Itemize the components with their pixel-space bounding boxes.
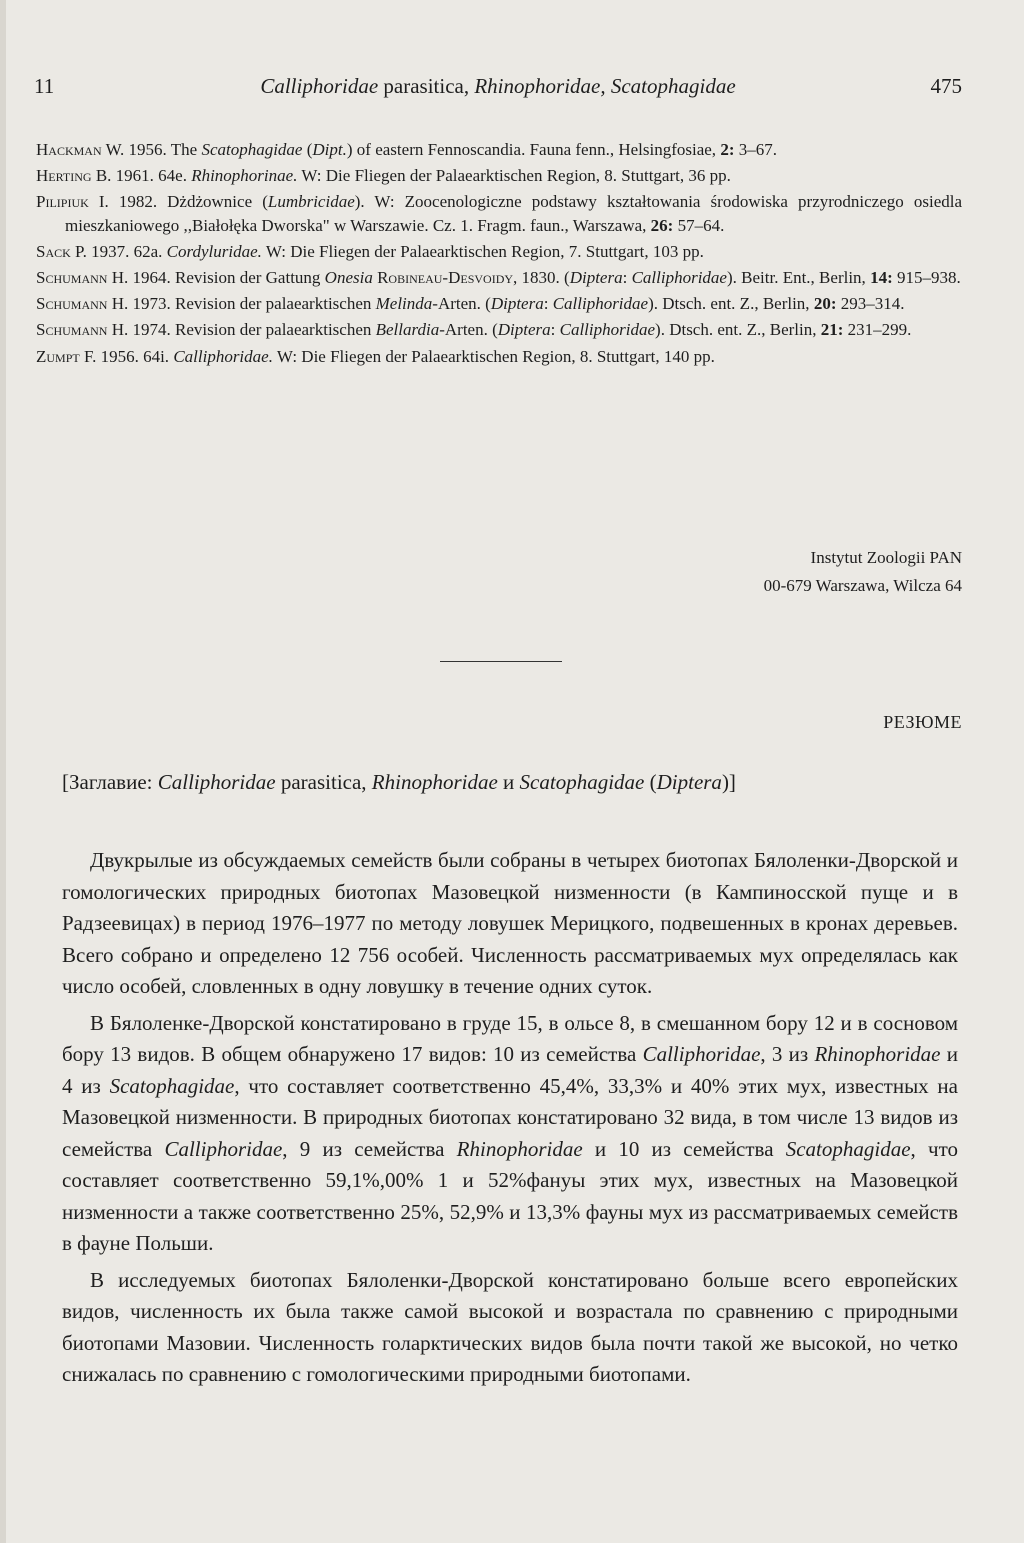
paragraph-text: , что составляет соответственно 59,1%,00% 1 и 52%фануы этих мух, известных на Мазовецкой низменности а также соответственно 25%, 52,9% и 13,3% фауны мух из рассматриваемых семейств в фауне Польши. [62,1136,958,1255]
reference-italic: Diptera [490,294,544,314]
reference-volume: 26: [650,215,674,235]
reference-text: W: Die Fliegen der Palaearktischen Region, 8. Stuttgart, 140 pp. [272,346,715,366]
reference-entry [36,318,962,341]
reference-italic: Calliphoridae [559,320,656,340]
author-address [764,544,962,600]
reference-italic: Diptera [569,268,623,288]
reference-italic: Melinda [375,294,433,314]
reference-text: 231–299. [843,320,912,340]
reference-italic: Scatophagidae [201,140,303,159]
reference-entry [36,164,962,187]
reference-text: W: Die Fliegen der Palaearktischen Region, 8. Stuttgart, 36 pp. [297,166,731,186]
reference-text: P. 1937. 62a. [70,241,167,261]
paragraph-italic: Rhinophoridae [814,1042,941,1066]
reference-text: 57–64. [673,215,725,235]
title-text: и [497,770,520,794]
reference-author: Schumann [36,320,108,340]
reference-text: ). W: Zoocenologiczne podstawy kształtowania środowiska przyrodniczego osiedla mieszkaniowego ,,Białołęka Dworska" w Warszawie. Cz. 1. Fragm. faun., Warszawa, [65,192,963,235]
reference-text: ) of eastern Fennoscandia. Fauna fenn., Helsingfosiae, [346,140,721,159]
reference-author: Schumann [36,268,108,288]
reference-italic: Dipt. [312,140,347,159]
reference-text: -Arten. ( [432,294,491,314]
reference-author: Hackman [36,140,102,159]
resume-title [62,770,962,795]
reference-text: W: Die Fliegen der Palaearktischen Region, 7. Stuttgart, 103 pp. [261,241,704,261]
resume-body [62,845,958,1396]
reference-author: Schumann [36,294,108,314]
resume-heading: РЕЗЮМЕ [883,712,962,732]
paragraph-italic: Scatophagidae [109,1073,235,1098]
page-number-right: 475 [930,74,962,98]
title-text: ( [644,770,657,794]
reference-volume: 20: [813,294,837,314]
reference-text: 3–67. [734,140,777,159]
reference-text: ). Dtsch. ent. Z., Berlin, [655,320,821,340]
reference-volume: 14: [870,268,893,288]
reference-text: W. 1956. The [101,140,202,159]
reference-entry [36,138,962,161]
reference-text: : [543,294,553,314]
reference-volume: 2: [720,140,735,159]
reference-italic: Calliphoridae [631,268,727,288]
reference-text: H. 1964. Revision der Gattung [107,268,325,288]
reference-author: Zumpt [36,346,80,366]
reference-text: 293–314. [836,294,905,314]
running-title-genus: Calliphoridae [260,74,379,98]
reference-entry [36,266,962,289]
reference-italic: Onesia [324,268,373,288]
reference-text: : [622,268,632,288]
reference-text: ). Dtsch. ent. Z., Berlin, [648,294,814,314]
paragraph-text: , 3 из [760,1042,815,1066]
reference-italic: Calliphoridae. [173,346,273,366]
paragraph-italic: Calliphoridae [164,1136,283,1161]
paragraph-text: , 9 из семейства [282,1136,457,1161]
reference-entry [36,345,962,368]
page-edge-shadow [0,0,6,1543]
resume-paragraph-3: В исследуемых биотопах Бялоленки-Дворской констатировано больше всего европейских видов, численность их была также самой высокой и возрастала по сравнению с природными биотопами Мазовии. Численность голарктических видов была почти такой же высокой, но четко снижалась по сравнению с гомологическими природными биотопами. [62,1267,958,1386]
section-divider [440,661,562,662]
reference-authority: Robineau-Desvoidy [372,268,514,288]
title-text: )] [721,770,736,794]
paragraph-text: и 10 из семейства [582,1136,786,1161]
reference-author: Sack [36,241,71,261]
reference-italic: Bellardia [375,320,440,340]
reference-author: Pilipiuk [36,192,89,212]
page-number-left: 11 [34,74,55,98]
paragraph-italic: Scatophagidae [785,1136,911,1161]
running-title-families: Rhinophoridae, Scatophagidae [474,74,736,98]
address-institution: Instytut Zoologii PAN [810,548,962,567]
reference-text: ( [302,140,313,159]
reference-entry [36,292,962,315]
paragraph-text: В Бялоленке-Дворской констатировано в груде 15, в ольсе 8, в смешанном бору 12 и в сосновом бору 13 видов. В общем обнаружено 17 видов: 10 из семейства [62,1010,958,1066]
running-title [34,74,962,99]
page-header [34,74,962,104]
reference-author: Herting [36,166,92,186]
running-title-text: parasitica, [378,74,475,98]
reference-italic: Cordyluridae. [166,241,262,261]
reference-text: -Arten. ( [439,320,498,340]
title-italic: Calliphoridae [157,770,276,794]
reference-text: : [550,320,560,340]
reference-volume: 21: [820,320,844,340]
reference-entry [36,240,962,263]
reference-text: H. 1974. Revision der palaearktischen [107,320,376,340]
reference-text: B. 1961. 64e. [91,166,192,186]
title-italic: Diptera [656,770,722,794]
references-list [36,138,962,371]
paragraph-text: , что составляет соответственно 45,4%, 33,3% и 40% этих мух, известных на Мазовецкой низменности. В природных биотопах констатировано 32 вида, в том числе 13 видов из семейства [62,1073,958,1161]
paragraph-italic: Rhinophoridae [456,1136,583,1161]
reference-entry [36,190,962,236]
reference-italic: Rhinophorinae. [191,166,298,186]
title-text: [Заглавие: [62,770,158,794]
title-italic: Scatophagidae [519,770,645,794]
paragraph-text: и 4 из [62,1042,958,1098]
reference-italic: Diptera [497,320,551,340]
reference-text: , 1830. ( [513,268,570,288]
resume-paragraph-2 [62,1008,958,1260]
reference-text: 915–938. [892,268,961,288]
reference-italic: Lumbricidae [267,192,355,212]
title-italic: Rhinophoridae [371,770,498,794]
address-street: 00-679 Warszawa, Wilcza 64 [763,576,962,595]
resume-paragraph-1: Двукрылые из обсуждаемых семейств были собраны в четырех биотопах Бялоленки-Дворской и гомологических природных биотопах Мазовецкой низменности (в Кампиносской пуще и в Радзеевицах) в период 1976–1977 по методу ловушек Мерицкого, подвешенных в кронах деревьев. Всего собрано и определено 12 756 особей. Численность рассматриваемых мух определялась как число особей, словленных в одну ловушку в течение одних суток. [62,848,958,998]
reference-text: ). Beitr. Ent., Berlin, [726,268,871,288]
reference-text: F. 1956. 64i. [79,346,174,366]
reference-text: H. 1973. Revision der palaearktischen [107,294,376,314]
paragraph-italic: Calliphoridae [642,1042,761,1066]
reference-italic: Calliphoridae [552,294,649,314]
title-text: parasitica, [275,770,372,794]
reference-text: I. 1982. Dżdżownice ( [88,192,268,212]
